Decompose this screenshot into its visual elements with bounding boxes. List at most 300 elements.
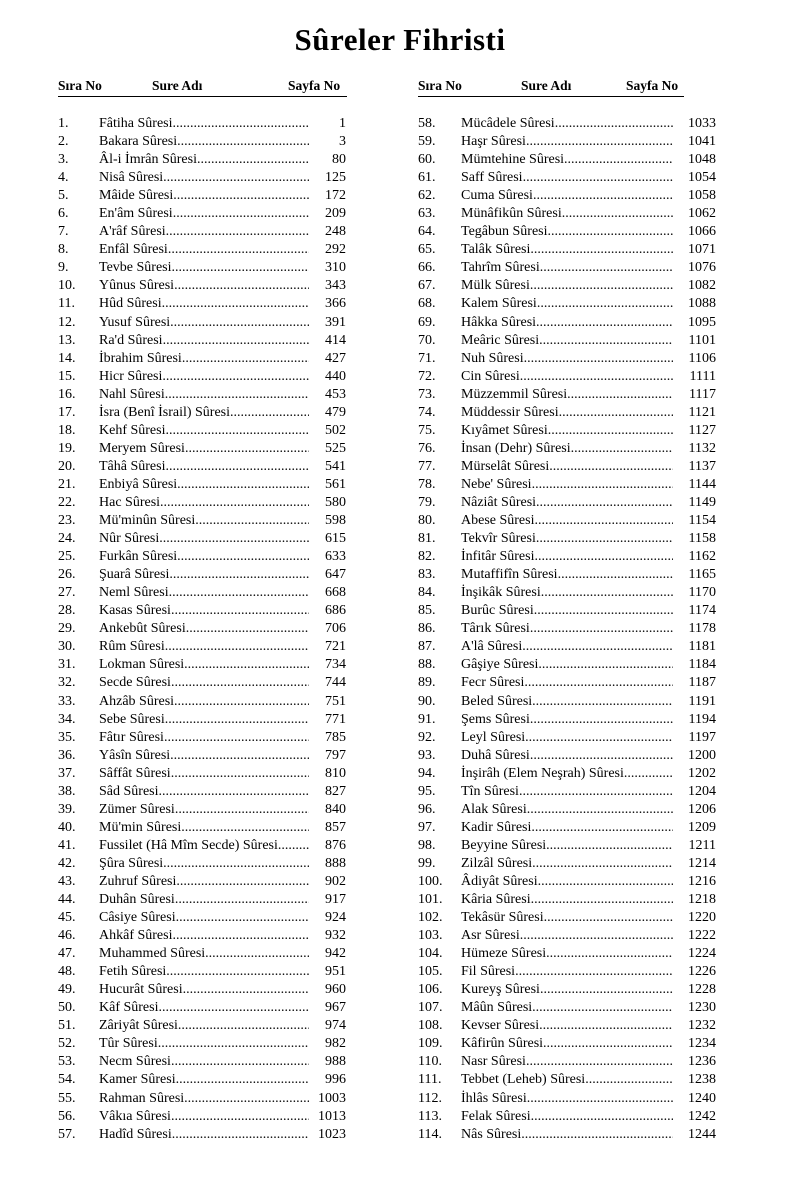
index-row [418,783,718,801]
page-number: 391 [325,314,346,330]
sure-name-text: İnşirâh (Elem Neşrah) Sûresi [461,765,624,781]
index-row [58,765,358,783]
sure-name [99,295,309,313]
row-number: 19. [58,440,76,456]
sure-name-text: Muhammed Sûresi [99,946,206,962]
leader-dots [523,170,673,185]
index-row [58,494,358,512]
page-number: 1023 [318,1126,346,1142]
row-number: 29. [58,621,76,637]
sure-name [99,602,309,620]
row-number: 53. [58,1054,76,1070]
page-number: 917 [325,892,346,908]
row-number: 45. [58,910,76,926]
leader-dots [178,1018,309,1033]
sure-name [461,1126,673,1144]
row-number: 43. [58,873,76,889]
page-number: 982 [325,1036,346,1052]
index-row [58,169,358,187]
row-number: 62. [418,188,436,204]
sure-name-text: Nuh Sûresi [461,350,524,366]
index-row [418,295,718,313]
sure-name-text: Nisâ Sûresi [99,170,164,186]
sure-name-text: Zuhruf Sûresi [99,873,177,889]
column-header [58,78,347,97]
row-number: 112. [418,1090,442,1106]
page-number: 1076 [688,260,716,276]
row-number: 55. [58,1090,76,1106]
row-number: 63. [418,206,436,222]
sure-name-text: Bakara Sûresi [99,134,178,150]
sure-name [461,729,673,747]
sure-name [461,259,673,277]
page-number: 561 [325,476,346,492]
leader-dots [170,315,309,330]
index-row [418,169,718,187]
page-number: 996 [325,1072,346,1088]
row-number: 76. [418,440,436,456]
sure-name [99,458,309,476]
leader-dots [205,946,309,961]
index-row [418,223,718,241]
leader-dots [531,1109,673,1124]
index-row [418,945,718,963]
leader-dots [162,369,309,384]
leader-dots [165,387,309,402]
sure-name [99,115,309,133]
page-number: 1184 [688,657,716,673]
sure-name [99,566,309,584]
index-row [58,205,358,223]
leader-dots [532,1000,673,1015]
leader-dots [163,170,309,185]
row-number: 90. [418,693,436,709]
row-number: 30. [58,639,76,655]
page-number: 1095 [688,314,716,330]
sure-name [99,440,309,458]
leader-dots [176,874,309,889]
sure-name [99,584,309,602]
row-number: 108. [418,1018,443,1034]
sure-name-text: Duhân Sûresi [99,892,175,908]
leader-dots [176,1072,309,1087]
index-row [58,909,358,927]
page-number: 1209 [688,819,716,835]
sure-name [99,332,309,350]
leader-dots [195,513,309,528]
page-number: 1220 [688,910,716,926]
sure-name [461,963,673,981]
index-row [58,747,358,765]
row-number: 52. [58,1036,76,1052]
sure-name [461,855,673,873]
index-row [58,873,358,891]
index-row [418,440,718,458]
index-row [58,314,358,332]
page-number: 1236 [688,1054,716,1070]
row-number: 10. [58,278,76,294]
sure-name [461,1108,673,1126]
row-number: 58. [418,116,436,131]
index-row [418,602,718,620]
row-number: 114. [418,1126,442,1142]
row-number: 92. [418,729,436,745]
sure-name-text: Duhâ Sûresi [461,747,530,763]
page-number: 924 [325,910,346,926]
sure-name [99,693,309,711]
page-number: 967 [325,1000,346,1016]
row-number: 9. [58,260,69,276]
sure-name-text: Münâfikûn Sûresi [461,206,562,222]
leader-dots [278,838,309,853]
index-row [58,656,358,674]
page-number: 1088 [688,296,716,312]
row-number: 99. [418,855,436,871]
page-number: 1200 [688,747,716,763]
sure-name-text: Yâsîn Sûresi [99,747,171,763]
leader-dots [539,333,673,348]
sure-name-text: İhlâs Sûresi [461,1090,527,1106]
page-number: 1071 [688,242,716,258]
sure-name-text: Tîn Sûresi [461,783,519,799]
page-number: 1178 [688,621,716,637]
row-number: 27. [58,585,76,601]
sure-name-text: Fâtiha Sûresi [99,116,173,131]
sure-name-text: Kamer Sûresi [99,1072,176,1088]
index-row [58,332,358,350]
sure-name-text: Târık Sûresi [461,621,530,637]
page-number: 1062 [688,206,716,222]
page-number: 797 [325,747,346,763]
row-number: 65. [418,242,436,258]
row-number: 8. [58,242,69,258]
row-number: 82. [418,549,436,565]
sure-name-text: Tevbe Sûresi [99,260,172,276]
page-number: 1211 [688,837,716,853]
sure-name [461,693,673,711]
sure-name-text: Nâziât Sûresi [461,494,537,510]
sure-name-text: Secde Sûresi [99,675,171,691]
sure-name-text: Gâşiye Sûresi [461,657,539,673]
sure-name [99,1090,309,1108]
sure-name-text: Kevser Sûresi [461,1018,540,1034]
leader-dots [177,134,309,149]
sure-name-text: Zâriyât Sûresi [99,1018,178,1034]
leader-dots [177,477,309,492]
sure-name-text: Rahman Sûresi [99,1090,185,1106]
row-number: 71. [418,350,436,366]
index-row [58,476,358,494]
index-row [418,1071,718,1089]
leader-dots [183,982,309,997]
row-number: 93. [418,747,436,763]
index-row [418,674,718,692]
sure-name-text: Sâd Sûresi [99,783,159,799]
index-row [418,837,718,855]
row-number: 72. [418,368,436,384]
sure-name [99,422,309,440]
row-number: 20. [58,458,76,474]
index-row [418,999,718,1017]
sure-name [99,1108,309,1126]
leader-dots [171,766,309,781]
sure-name [99,151,309,169]
page-number: 598 [325,513,346,529]
leader-dots [176,910,309,925]
sure-name [461,512,673,530]
page-number: 1230 [688,1000,716,1016]
sure-name-text: Meryem Sûresi [99,440,185,456]
page-number: 440 [325,368,346,384]
sure-name [461,458,673,476]
page-number: 988 [325,1054,346,1070]
row-number: 16. [58,386,76,402]
index-row [418,422,718,440]
sure-name [461,891,673,909]
index-row [418,1017,718,1035]
sure-name [461,151,673,169]
sure-name-text: Âdiyât Sûresi [461,873,538,889]
page-number: 343 [325,278,346,294]
index-row [418,368,718,386]
row-number: 86. [418,621,436,637]
page-number: 810 [325,765,346,781]
leader-dots [174,694,309,709]
index-row [58,945,358,963]
row-number: 24. [58,531,76,547]
page-number: 734 [325,657,346,673]
index-list-left [58,115,358,1144]
index-row [418,548,718,566]
leader-dots [571,441,673,456]
leader-dots [162,296,309,311]
index-row [418,1126,718,1144]
sure-name [461,783,673,801]
leader-dots [539,1018,673,1033]
sure-name [461,999,673,1017]
leader-dots [522,639,673,654]
leader-dots [174,278,309,293]
page-number: 1 [339,116,346,131]
sure-name-text: Mü'min Sûresi [99,819,182,835]
row-number: 81. [418,531,436,547]
sure-name [99,350,309,368]
sure-name [99,981,309,999]
leader-dots [172,260,309,275]
index-row [58,530,358,548]
row-number: 25. [58,549,76,565]
index-row [58,855,358,873]
leader-dots [533,188,673,203]
sure-name [99,187,309,205]
page-number: 525 [325,440,346,456]
page-number: 1066 [688,224,716,240]
page-number: 1033 [688,116,716,131]
row-number: 49. [58,982,76,998]
sure-name [99,891,309,909]
leader-dots [166,423,310,438]
header-sayfa-no: Sayfa No [288,78,341,93]
leader-dots [537,296,673,311]
sure-name-text: Müzzemmil Sûresi [461,386,568,402]
leader-dots [166,224,309,239]
leader-dots [519,784,673,799]
leader-dots [530,242,673,257]
sure-name [461,981,673,999]
row-number: 78. [418,476,436,492]
page-number: 1174 [688,603,716,619]
header-sira-no: Sıra No [58,78,102,93]
sure-name-text: Kasas Sûresi [99,603,171,619]
sure-name-text: Mürselât Sûresi [461,458,550,474]
index-row [58,350,358,368]
sure-name-text: Leyl Sûresi [461,729,526,745]
index-row [58,963,358,981]
sure-name-text: Meâric Sûresi [461,332,540,348]
page-number: 668 [325,585,346,601]
row-number: 98. [418,837,436,853]
sure-name-text: Beled Sûresi [461,693,533,709]
sure-name [99,1071,309,1089]
index-row [58,1126,358,1144]
index-row [58,512,358,530]
page-number: 1054 [688,170,716,186]
sure-name-text: Kureyş Sûresi [461,982,540,998]
index-row [418,801,718,819]
row-number: 41. [58,837,76,853]
leader-dots [559,405,673,420]
leader-dots [182,351,309,366]
row-number: 42. [58,855,76,871]
sure-name [461,584,673,602]
sure-name-text: Talâk Sûresi [461,242,531,258]
index-row [418,115,718,133]
page-number: 1117 [689,386,716,402]
page-number: 1191 [688,693,716,709]
row-number: 79. [418,494,436,510]
index-row [58,422,358,440]
leader-dots [184,1091,309,1106]
leader-dots [185,441,309,456]
sure-name-text: Tegâbun Sûresi [461,224,548,240]
page-number: 721 [325,639,346,655]
page-number: 1106 [688,350,716,366]
row-number: 85. [418,603,436,619]
sure-name [99,783,309,801]
index-row [418,855,718,873]
leader-dots [538,874,673,889]
leader-dots [160,495,309,510]
sure-name [461,133,673,151]
page-number: 951 [325,964,346,980]
page-number: 1202 [688,765,716,781]
sure-name-text: Saff Sûresi [461,170,523,186]
index-list-right [418,115,718,1144]
index-row [58,1090,358,1108]
index-row [418,476,718,494]
index-row [58,548,358,566]
sure-name-text: Tebbet (Leheb) Sûresi [461,1072,586,1088]
row-number: 64. [418,224,436,240]
page-number: 1013 [318,1108,346,1124]
leader-dots [530,748,673,763]
page-number: 751 [325,693,346,709]
row-number: 97. [418,819,436,835]
index-row [58,295,358,313]
page-number: 292 [325,242,346,258]
row-number: 22. [58,494,76,510]
leader-dots [166,964,309,979]
index-row [58,837,358,855]
page-number: 248 [325,224,346,240]
page-number: 1232 [688,1018,716,1034]
index-row [58,440,358,458]
sure-name [99,620,309,638]
leader-dots [541,585,673,600]
leader-dots [540,982,673,997]
sure-name-text: Mü'minûn Sûresi [99,513,196,529]
sure-name-text: Zilzâl Sûresi [461,855,533,871]
page-number: 1158 [688,531,716,547]
sure-name [461,620,673,638]
index-row [418,259,718,277]
leader-dots [567,387,673,402]
sure-name-text: Abese Sûresi [461,513,535,529]
sure-name [461,386,673,404]
sure-name-text: Rûm Sûresi [99,639,165,655]
leader-dots [540,260,673,275]
row-number: 95. [418,783,436,799]
leader-dots [515,964,673,979]
leader-dots [526,1054,673,1069]
leader-dots [171,1054,309,1069]
index-row [418,1090,718,1108]
leader-dots [169,567,309,582]
row-number: 102. [418,910,443,926]
header-sure-adi: Sure Adı [152,78,203,93]
page-number: 479 [325,404,346,420]
page-number: 1003 [318,1090,346,1106]
row-number: 18. [58,422,76,438]
leader-dots [534,603,673,618]
row-number: 44. [58,892,76,908]
index-row [58,584,358,602]
sure-name [461,674,673,692]
index-row [58,115,358,133]
sure-name-text: Tûr Sûresi [99,1036,158,1052]
index-row [418,909,718,927]
sure-name [461,440,673,458]
leader-dots [535,513,674,528]
sure-name [99,476,309,494]
sure-name [461,368,673,386]
page-number: 1222 [688,928,716,944]
index-row [418,765,718,783]
leader-dots [521,1127,673,1142]
sure-name [461,115,673,133]
leader-dots [546,838,673,853]
leader-dots [197,152,309,167]
sure-name [99,277,309,295]
sure-name [461,241,673,259]
leader-dots [527,1091,673,1106]
sure-name [461,656,673,674]
sure-name [99,638,309,656]
page-number: 686 [325,603,346,619]
page-number: 876 [325,837,346,853]
leader-dots [171,1109,309,1124]
sure-name [461,223,673,241]
